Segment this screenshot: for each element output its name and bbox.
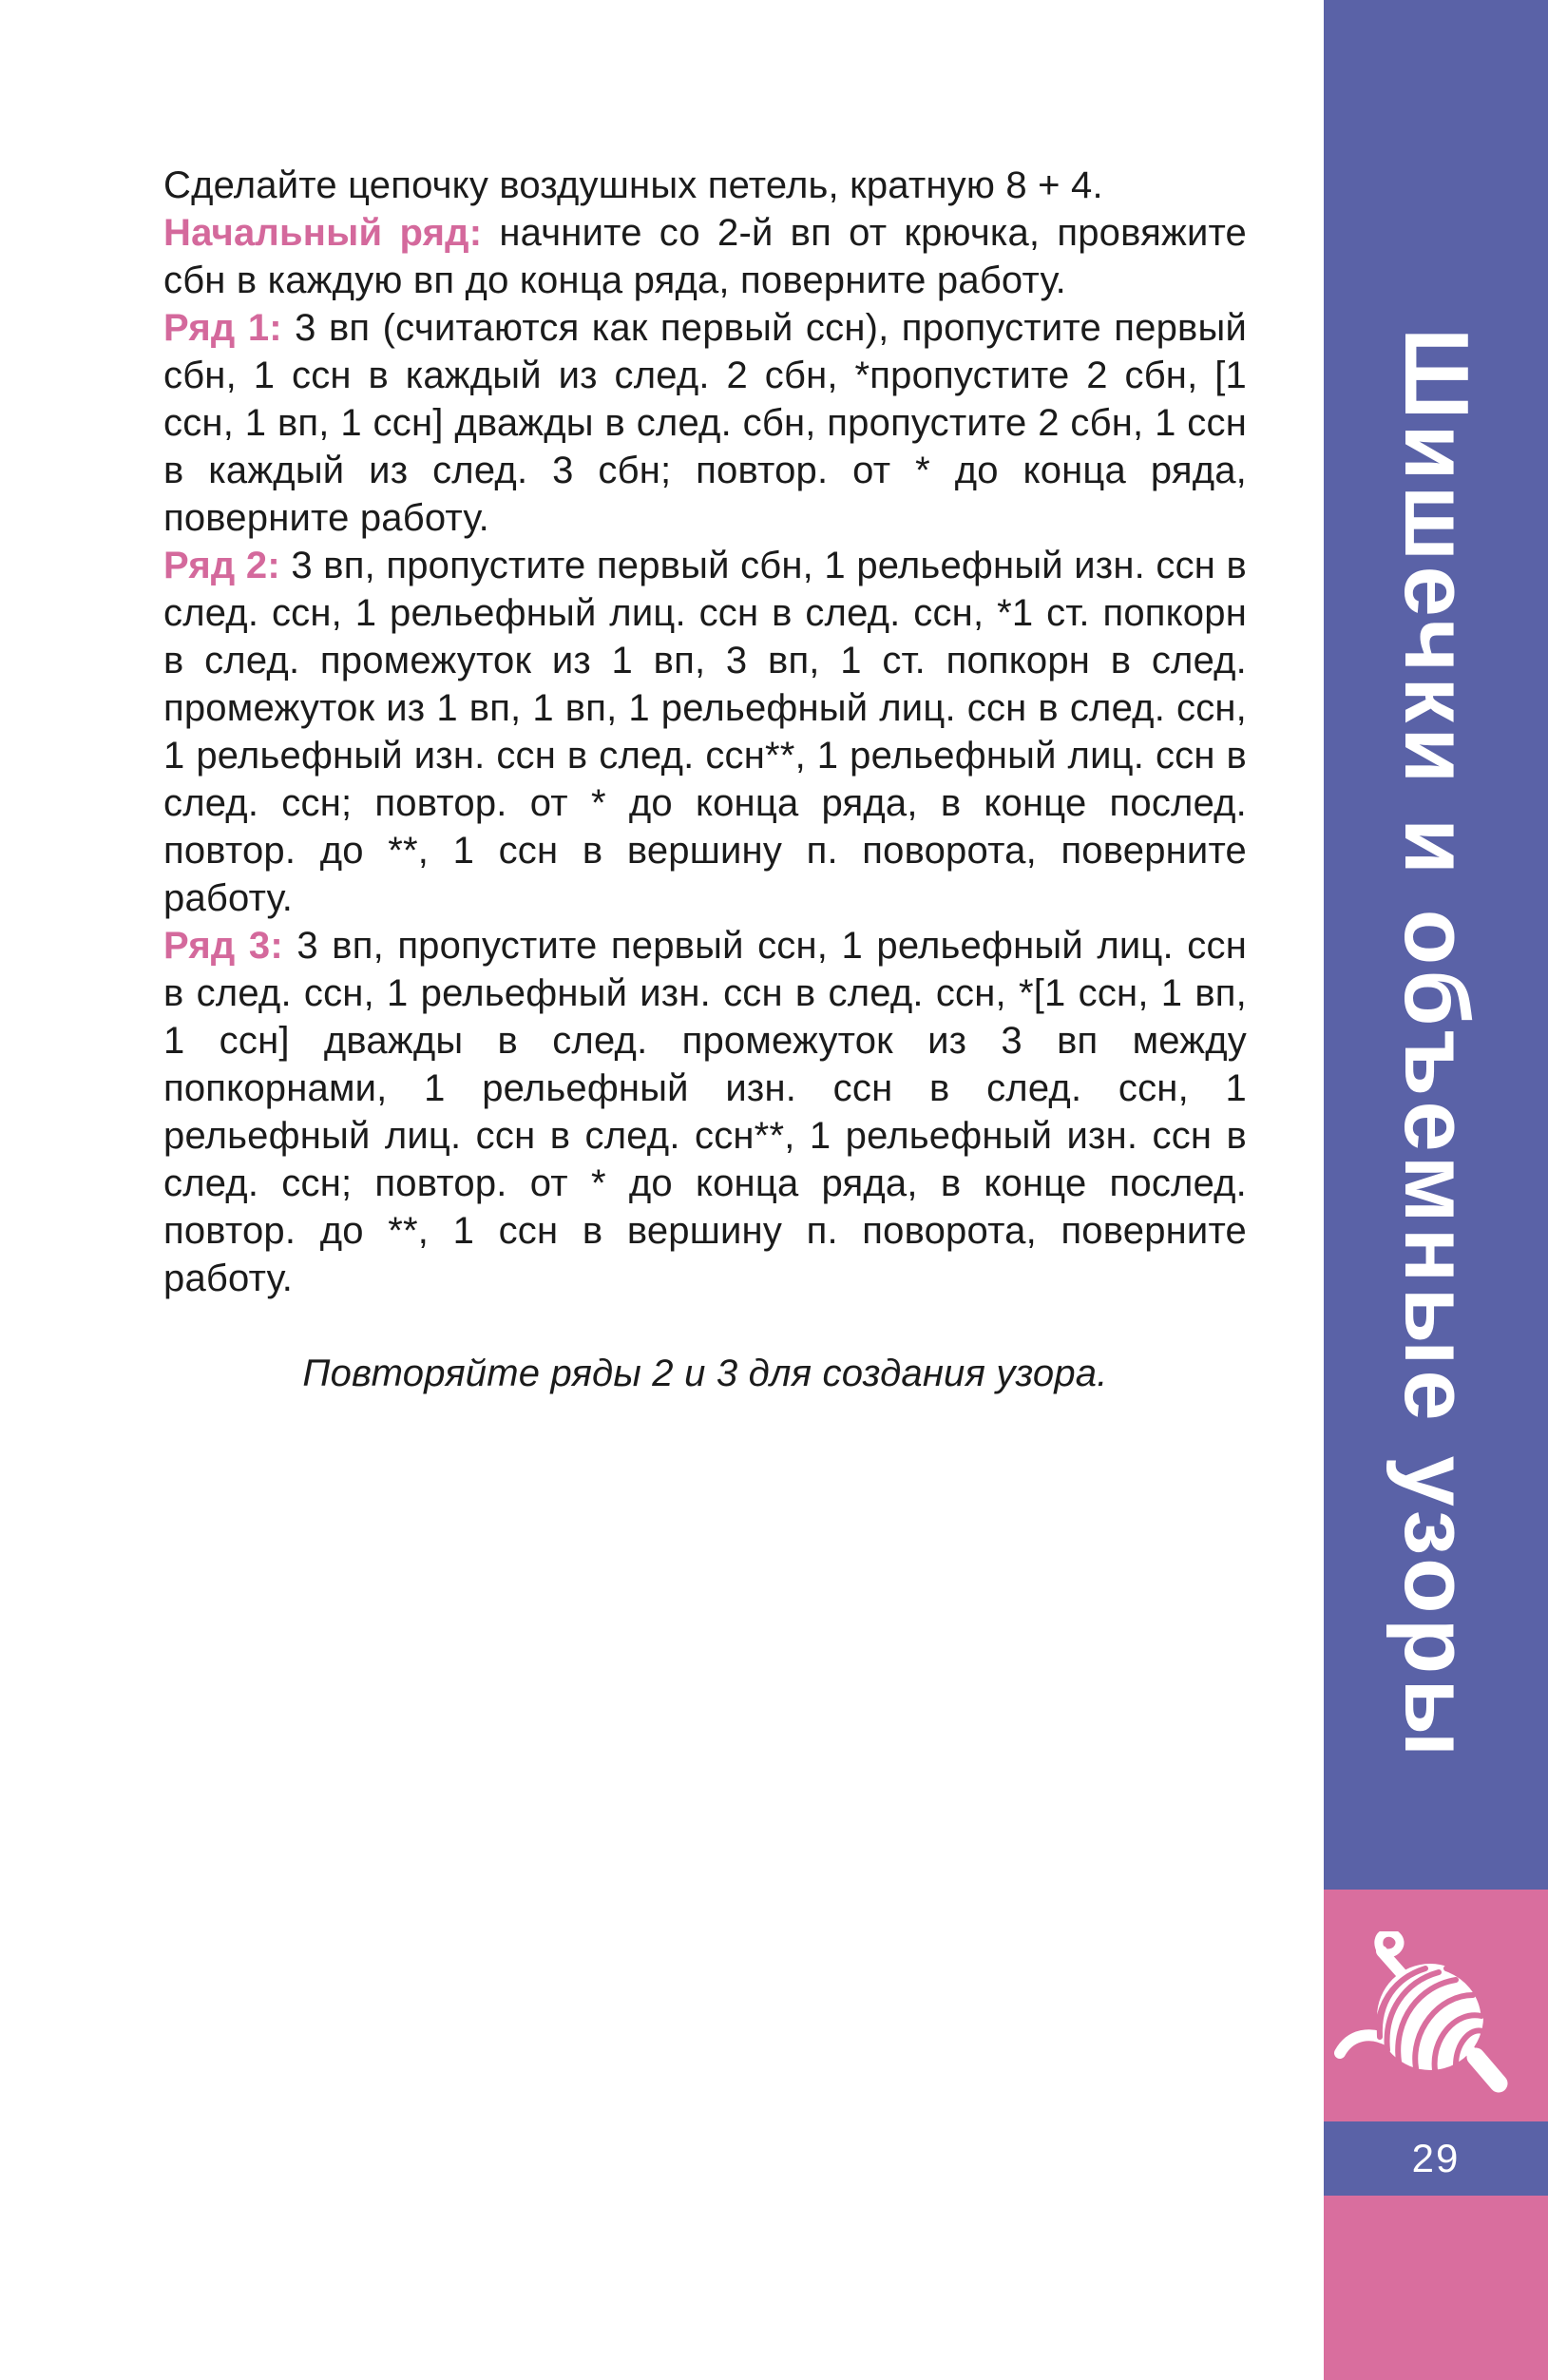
instruction-paragraph-initial-row (163, 209, 1247, 304)
row-text: начните со 2-й вп от крючка, провяжите сбн в каждую вп до конца ряда, поверните работу. (163, 212, 1248, 301)
instruction-paragraph-row-2 (163, 542, 1247, 922)
instruction-paragraph-row-3 (163, 922, 1247, 1302)
row-text: 3 вп, пропустите первый сбн, 1 рельефный изн. ссн в след. ссн, 1 рельефный лиц. ссн в след. ссн, *1 ст. попкорн в след. промежуток из 1 вп, 3 вп, 1 ст. попкорн в след. промежуток из 1 вп, 1 вп, 1 рельефный лиц. ссн в след. ссн, 1 рельефный изн. ссн в след. ссн**, 1 рельефный лиц. ссн в след. ссн; повтор. от * до конца ряда, в конце послед. повтор. до **, 1 ссн в вершину п. поворота, поверните работу. (163, 545, 1247, 919)
chapter-sidebar (1324, 0, 1548, 1890)
chapter-vertical-title: Шишечки и объемные узоры (1386, 328, 1487, 1762)
row-label: Ряд 3: (163, 925, 283, 967)
page-number-band (1324, 2121, 1548, 2196)
pattern-repeat-note: Повторяйте ряды 2 и 3 для создания узора. (302, 1353, 1108, 1394)
row-text: 3 вп, пропустите первый ссн, 1 рельефный лиц. ссн в след. ссн, 1 рельефный изн. ссн в след. ссн, *[1 ссн, 1 вп, 1 ссн] дважды в след. промежуток из 3 вп между попкорнами, 1 рельефный изн. ссн в след. ссн, 1 рельефный лиц. ссн в след. ссн**, 1 рельефный изн. ссн в след. ссн; повтор. от * до конца ряда, в конце послед. повтор. до **, 1 ссн в вершину п. поворота, поверните работу. (163, 925, 1247, 1299)
instruction-paragraph-row-1 (163, 304, 1247, 542)
chapter-title-wrap (1324, 328, 1548, 1761)
pattern-instructions (163, 162, 1247, 1397)
intro-paragraph: Сделайте цепочку воздушных петель, кратную 8 + 4. (163, 164, 1103, 206)
row-text: 3 вп (считаются как первый ссн), пропустите первый сбн, 1 ссн в каждый из след. 2 сбн, *пропустите 2 сбн, [1 ссн, 1 вп, 1 ссн] дважды в след. сбн, пропустите 2 сбн, 1 ссн в каждый из след. 3 сбн; повтор. от * до конца ряда, поверните работу. (163, 307, 1247, 539)
row-label: Ряд 2: (163, 545, 280, 586)
row-label: Начальный ряд: (163, 212, 483, 254)
yarn-ball-icon (1331, 1931, 1540, 2106)
row-label: Ряд 1: (163, 307, 282, 349)
footer-panel (1324, 1890, 1548, 2380)
page-number: 29 (1411, 2136, 1461, 2180)
